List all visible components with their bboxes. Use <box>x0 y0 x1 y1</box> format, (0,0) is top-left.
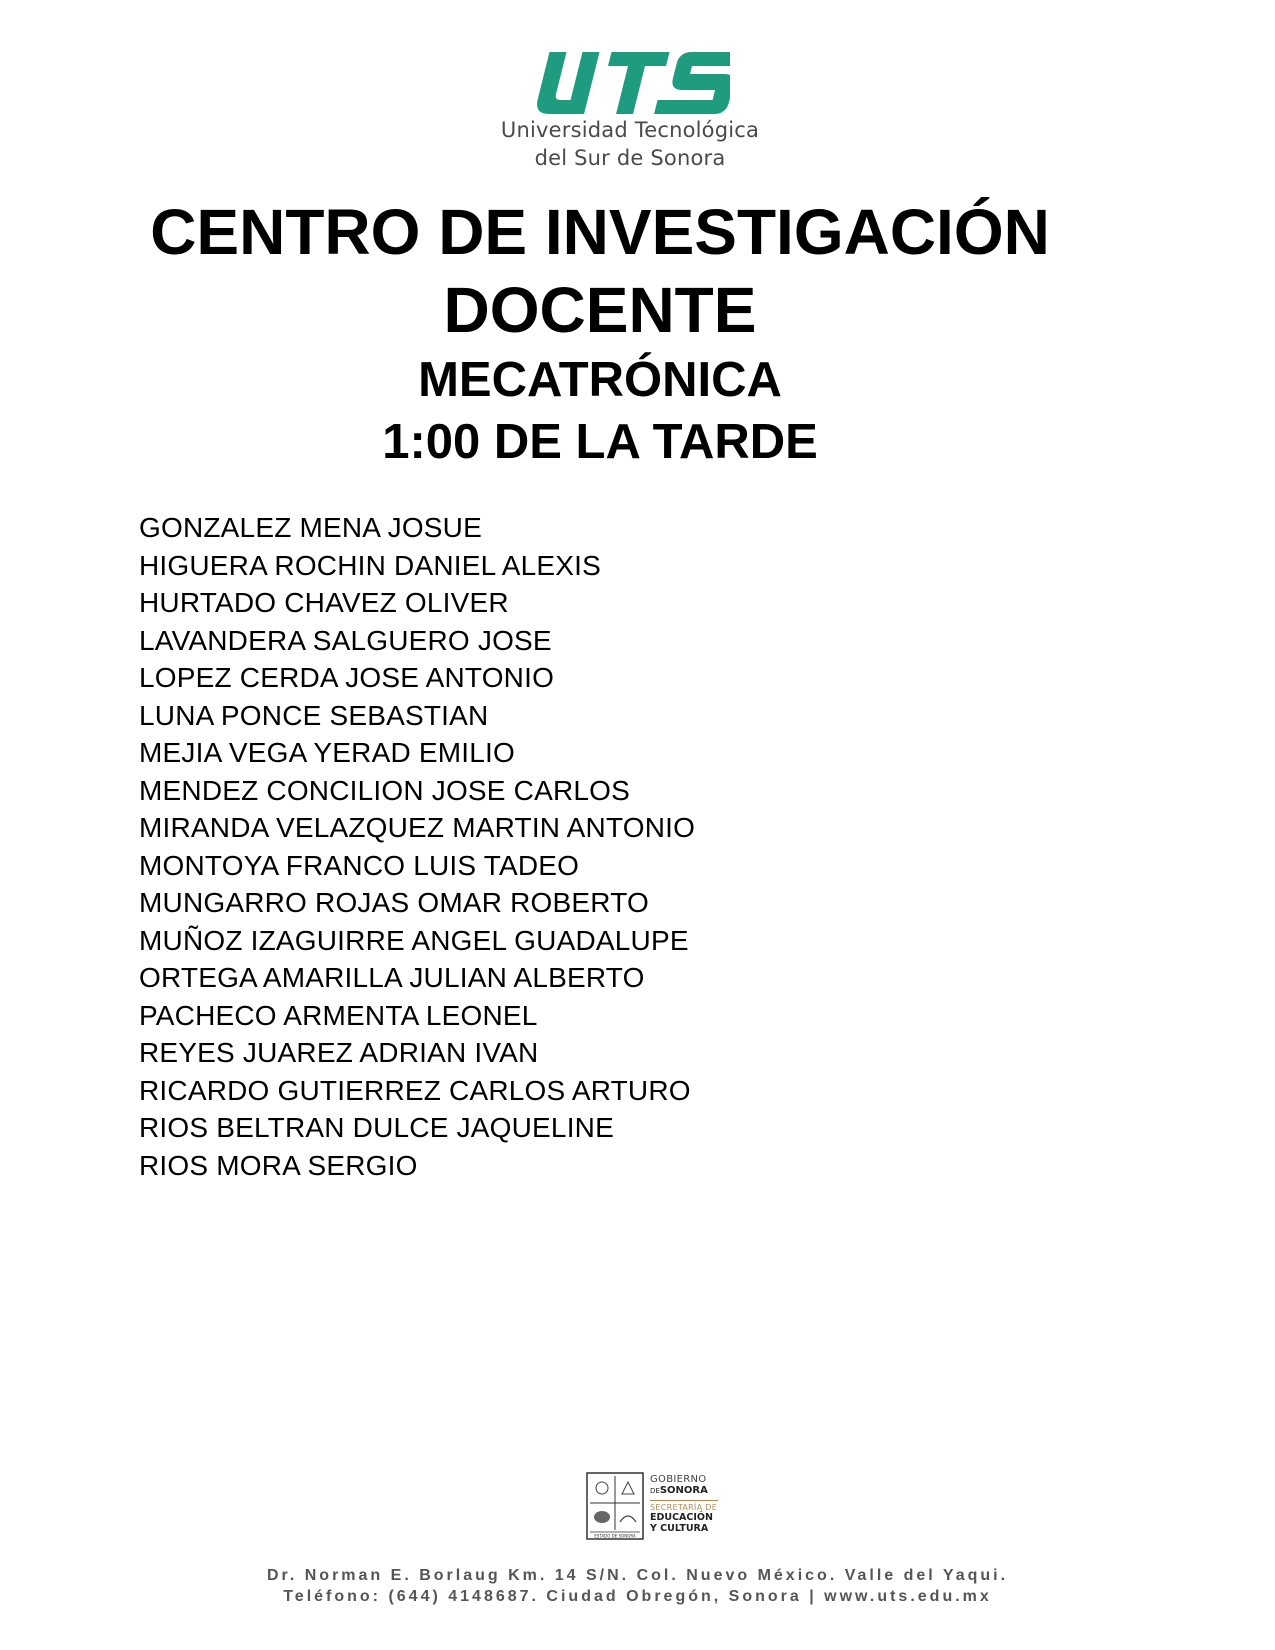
list-item: MUÑOZ IZAGUIRRE ANGEL GUADALUPE <box>139 924 689 956</box>
university-name-line2: del Sur de Sonora <box>534 146 726 170</box>
list-item: LUNA PONCE SEBASTIAN <box>139 699 489 731</box>
uts-logo <box>495 50 765 172</box>
uts-logo-mark <box>530 50 730 116</box>
list-item: MEJIA VEGA YERAD EMILIO <box>139 737 515 768</box>
title-line1: CENTRO DE INVESTIGACIÓN <box>150 196 1050 268</box>
gov-line2: DESONORA <box>650 1485 708 1496</box>
list-item: LOPEZ CERDA JOSE ANTONIO <box>139 662 555 693</box>
student-list <box>139 509 695 1184</box>
title-line2: DOCENTE <box>443 274 757 346</box>
list-item: HURTADO CHAVEZ OLIVER <box>139 587 509 618</box>
program-name: MECATRÓNICA <box>418 353 782 407</box>
dept-line1: SECRETARÍA DE <box>650 1503 718 1512</box>
dept-line3: Y CULTURA <box>650 1523 709 1534</box>
footer-address <box>0 1565 1275 1607</box>
state-seal-icon <box>586 1472 644 1540</box>
list-item: RIOS BELTRAN DULCE JAQUELINE <box>139 1112 614 1143</box>
government-text <box>650 1474 730 1534</box>
dept-line2: EDUCACIÓN <box>650 1512 713 1523</box>
government-logo <box>586 1472 726 1542</box>
university-name-line1: Universidad Tecnológica <box>500 118 760 142</box>
list-item: GONZALEZ MENA JOSUE <box>139 512 482 543</box>
list-item: REYES JUAREZ ADRIAN IVAN <box>139 1037 539 1068</box>
list-item: MENDEZ CONCILION JOSE CARLOS <box>139 774 631 806</box>
address-line1: Dr. Norman E. Borlaug Km. 14 S/N. Col. Nuevo México. Valle del Yaqui. <box>266 1567 1009 1584</box>
gov-divider <box>650 1500 718 1501</box>
gov-line1: GOBIERNO <box>650 1474 707 1485</box>
list-item: LAVANDERA SALGUERO JOSE <box>139 624 552 656</box>
list-item: MIRANDA VELAZQUEZ MARTIN ANTONIO <box>139 812 696 843</box>
svg-text:ESTADO DE SONORA: ESTADO DE SONORA <box>594 1533 636 1539</box>
list-item: PACHECO ARMENTA LEONEL <box>139 999 538 1031</box>
list-item: RICARDO GUTIERREZ CARLOS ARTURO <box>139 1074 691 1106</box>
list-item: RIOS MORA SERGIO <box>139 1149 418 1181</box>
list-item: ORTEGA AMARILLA JULIAN ALBERTO <box>139 962 645 993</box>
list-item: HIGUERA ROCHIN DANIEL ALEXIS <box>139 549 602 581</box>
document-title <box>0 193 1200 473</box>
schedule-time: 1:00 DE LA TARDE <box>382 415 818 469</box>
list-item: MUNGARRO ROJAS OMAR ROBERTO <box>139 887 649 918</box>
address-line2: Teléfono: (644) 4148687. Ciudad Obregón, Sonora | www.uts.edu.mx <box>283 1588 992 1605</box>
list-item: MONTOYA FRANCO LUIS TADEO <box>139 849 580 881</box>
